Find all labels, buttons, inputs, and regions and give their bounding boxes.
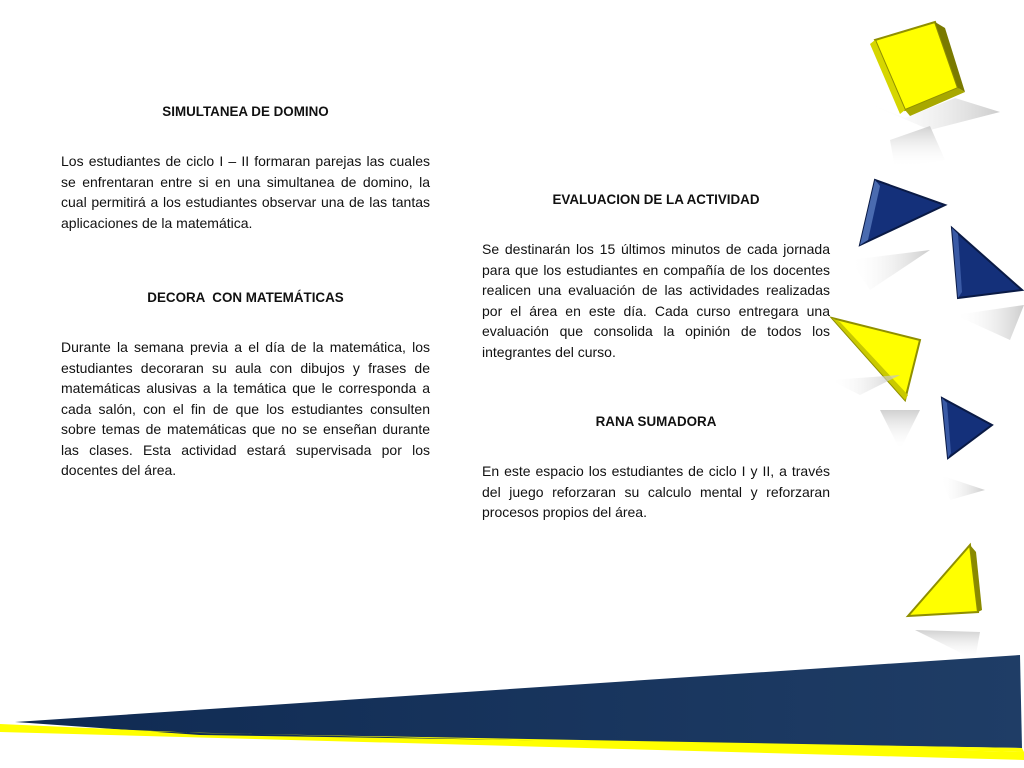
left-column <box>61 102 430 481</box>
section-simultanea <box>61 102 430 233</box>
blue-triangle-icon <box>850 180 945 290</box>
yellow-cube-icon <box>860 22 1000 168</box>
yellow-triangle-icon <box>830 318 920 450</box>
section-decora <box>61 288 430 481</box>
section-body: Los estudiantes de ciclo I – II formaran parejas las cuales se enfrentaran entre si en una simultanea de domino, la cual permitirá a los estudiantes observar una de las tantas aplicaciones de la matemática. <box>61 153 430 231</box>
section-rana <box>482 412 830 523</box>
section-title: SIMULTANEA DE DOMINO <box>162 104 329 119</box>
bottom-band <box>0 655 1024 760</box>
right-column <box>482 190 830 523</box>
section-title: DECORA CON MATEMÁTICAS <box>147 290 344 305</box>
section-body: Durante la semana previa a el día de la matemática, los estudiantes decoraran su aula con dibujos y frases de matemáticas alusivas a la temática que le corresponda a cada salón, con el fin de que los estudiantes consulten sobre temas de matemáticas que no se enseñan durante las clases. Esta actividad estará supervisada por los docentes del área. <box>61 339 430 478</box>
section-body: Se destinarán los 15 últimos minutos de cada jornada para que los estudiantes en compañía de los docentes realicen una evaluación de las actividades realizadas por el área en este día. Cada curso entregara una evaluación que consolida la opinión de todos los integrantes del curso. <box>482 241 830 360</box>
section-body: En este espacio los estudiantes de ciclo I y II, a través del juego reforzaran su calculo mental y reforzaran procesos propios del área. <box>482 463 830 520</box>
section-title: EVALUACION DE LA ACTIVIDAD <box>552 192 760 207</box>
section-title: RANA SUMADORA <box>595 414 717 429</box>
section-evaluacion <box>482 190 830 362</box>
blue-triangle-icon <box>952 228 1024 340</box>
blue-triangle-icon <box>940 398 992 500</box>
yellow-triangle-icon <box>908 545 982 660</box>
